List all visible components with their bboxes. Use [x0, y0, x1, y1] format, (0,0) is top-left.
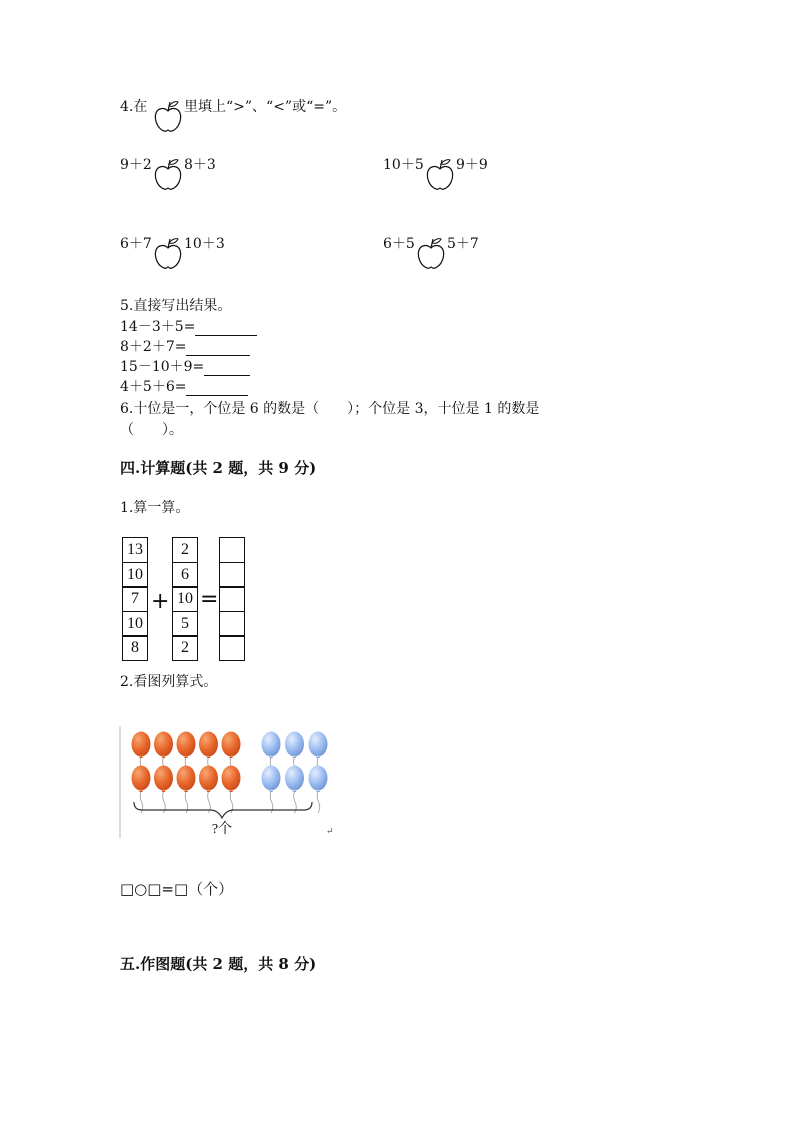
number-cell: 10	[122, 611, 148, 637]
q4-suffix: 里填上“>”、“<”或“=”。	[184, 99, 347, 115]
balloon-picture	[118, 722, 332, 842]
section4-q2-title: 2.看图列算式。	[120, 674, 218, 690]
apple-icon[interactable]	[153, 157, 183, 191]
q5-expression: 14－3＋5=	[120, 319, 196, 335]
equals-sign: =	[200, 587, 219, 612]
q5-item	[120, 358, 250, 376]
q4-item1-right: 8＋3	[184, 157, 216, 173]
q5-item	[120, 378, 248, 396]
answer-blank[interactable]	[186, 381, 248, 396]
q5-expression: 4＋5＋6=	[120, 379, 187, 395]
plus-sign: +	[151, 589, 170, 614]
number-cell: 10	[122, 562, 148, 588]
number-cell: 5	[172, 611, 198, 637]
answer-cell[interactable]	[219, 635, 245, 661]
number-cell: 13	[122, 537, 148, 563]
number-cell: 7	[122, 586, 148, 612]
q4-item4-left: 6＋5	[383, 236, 415, 252]
orange-balloon	[177, 766, 196, 814]
svg-text:↵: ↵	[326, 827, 334, 837]
q5-item	[120, 338, 250, 356]
q6-line2: （ ）。	[120, 422, 183, 438]
addend-column-b	[172, 537, 198, 660]
blue-balloon	[285, 766, 304, 814]
section4-q1-title: 1.算一算。	[120, 500, 190, 516]
apple-icon[interactable]	[416, 236, 446, 270]
q5-title: 5.直接写出结果。	[120, 298, 232, 314]
answer-column	[219, 537, 245, 660]
q4-prefix: 4.在	[120, 99, 148, 115]
answer-cell[interactable]	[219, 586, 245, 612]
q4-item1-left: 9＋2	[120, 157, 152, 173]
answer-blank[interactable]	[204, 361, 250, 376]
q5-expression: 15－10＋9=	[120, 359, 205, 375]
orange-balloon	[199, 766, 218, 814]
blue-balloon	[262, 766, 281, 814]
q5-expression: 8＋2＋7=	[120, 339, 187, 355]
apple-icon[interactable]	[425, 157, 455, 191]
orange-balloon	[222, 766, 241, 814]
brace-label: ?个	[211, 822, 233, 837]
section4-heading: 四.计算题(共 2 题，共 9 分)	[120, 459, 317, 477]
q5-item	[120, 318, 257, 336]
q4-item2-right: 9＋9	[456, 157, 488, 173]
apple-icon[interactable]	[153, 236, 183, 270]
q4-item3-left: 6＋7	[120, 236, 152, 252]
answer-blank[interactable]	[186, 341, 250, 356]
equation-template: □○□=□（个）	[120, 880, 234, 898]
number-cell: 2	[172, 537, 198, 563]
answer-cell[interactable]	[219, 611, 245, 637]
q4-item4-right: 5＋7	[447, 236, 479, 252]
apple-icon	[153, 99, 183, 133]
number-cell: 10	[172, 586, 198, 612]
number-cell: 6	[172, 562, 198, 588]
q6-line1: 6.十位是一，个位是 6 的数是（ ）；个位是 3，十位是 1 的数是	[120, 401, 540, 417]
orange-balloon	[154, 766, 173, 814]
q4-item2-left: 10＋5	[383, 157, 424, 173]
q4-item3-right: 10＋3	[184, 236, 225, 252]
answer-cell[interactable]	[219, 537, 245, 563]
number-cell: 2	[172, 635, 198, 661]
answer-cell[interactable]	[219, 562, 245, 588]
addend-column-a	[122, 537, 148, 660]
answer-blank[interactable]	[195, 321, 257, 336]
section5-heading: 五.作图题(共 2 题，共 8 分)	[120, 955, 317, 973]
number-cell: 8	[122, 635, 148, 661]
